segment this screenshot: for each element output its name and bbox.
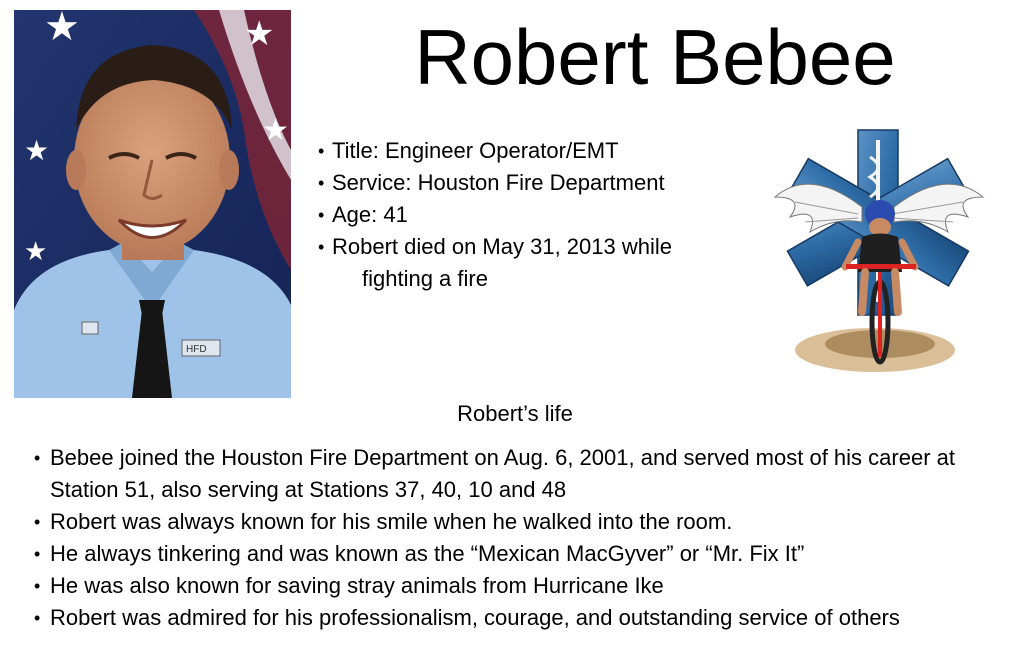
badge-text: HFD xyxy=(186,344,207,355)
fact-service: • Service: Houston Fire Department xyxy=(318,167,758,199)
life-section-title: Robert’s life xyxy=(457,401,573,426)
life-list xyxy=(34,442,1009,634)
page-title: Robert Bebee xyxy=(414,13,896,101)
list-item: • Bebee joined the Houston Fire Department on Aug. 6, 2001, and served most of his career at Station 51, also serving at Stations 37, 40, 10 and 48 xyxy=(34,442,1009,506)
fact-death xyxy=(318,231,758,295)
star-of-life-cyclist-emblem xyxy=(770,122,988,384)
star-icon: ★ xyxy=(44,10,80,49)
facts-list xyxy=(318,135,758,295)
portrait-photo xyxy=(14,10,291,398)
handlebar xyxy=(846,264,916,269)
portrait-illustration xyxy=(14,10,291,398)
fact-age: • Age: 41 xyxy=(318,199,758,231)
star-icon: ★ xyxy=(24,236,48,266)
star-of-life-icon xyxy=(770,122,988,384)
list-item: • Robert was admired for his professionalism, courage, and outstanding service of others xyxy=(34,602,1009,634)
star-icon: ★ xyxy=(244,15,275,53)
list-item: • He always tinkering and was known as the “Mexican MacGyver” or “Mr. Fix It” xyxy=(34,538,1009,570)
fact-title: • Title: Engineer Operator/EMT xyxy=(318,135,758,167)
fact-death-line1: Robert died on May 31, 2013 while xyxy=(332,234,672,259)
star-icon: ★ xyxy=(24,135,50,166)
star-icon: ★ xyxy=(262,114,289,147)
list-item: • He was also known for saving stray animals from Hurricane Ike xyxy=(34,570,1009,602)
list-item: • Robert was always known for his smile when he walked into the room. xyxy=(34,506,1009,538)
fact-death-line2: fighting a fire xyxy=(362,266,488,291)
